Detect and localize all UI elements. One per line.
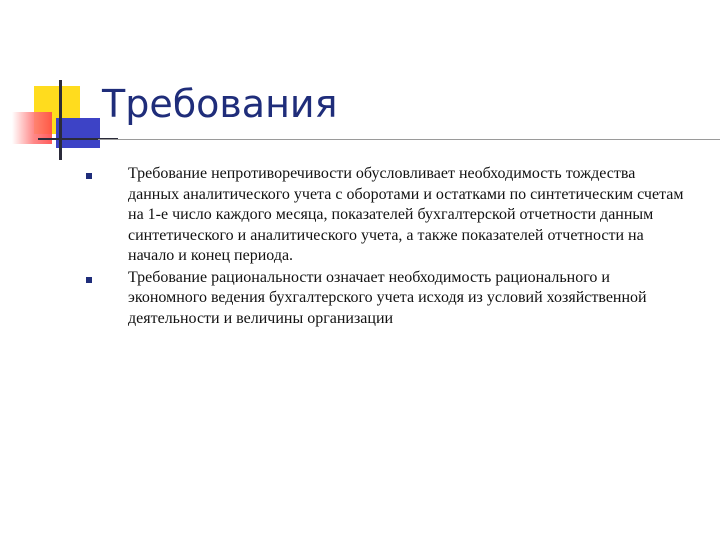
bullet-text: Требование рациональности означает необходимость рационального и экономного ведения бухгалтерского учета исходя из условий хозяйственной деятельности и величины организации bbox=[128, 268, 647, 327]
accent-vertical-line bbox=[59, 80, 62, 160]
list-item bbox=[84, 164, 684, 267]
slide-title: Требования bbox=[102, 82, 338, 126]
square-bullet-icon bbox=[86, 277, 92, 283]
square-bullet-icon bbox=[86, 173, 92, 179]
accent-blue-square bbox=[56, 118, 100, 148]
list-item bbox=[84, 268, 684, 330]
title-divider bbox=[98, 139, 720, 140]
bullet-text: Требование непротиворечивости обусловливает необходимость тождества данных аналитического учета с оборотами и остатками по синтетическим счетам на 1-е число каждого месяца, показателей бухгалтерской отчетности данным синтетического и аналитического учета, а также показателей отчетности на начало и конец периода. bbox=[128, 165, 684, 264]
bullet-list bbox=[84, 164, 684, 330]
